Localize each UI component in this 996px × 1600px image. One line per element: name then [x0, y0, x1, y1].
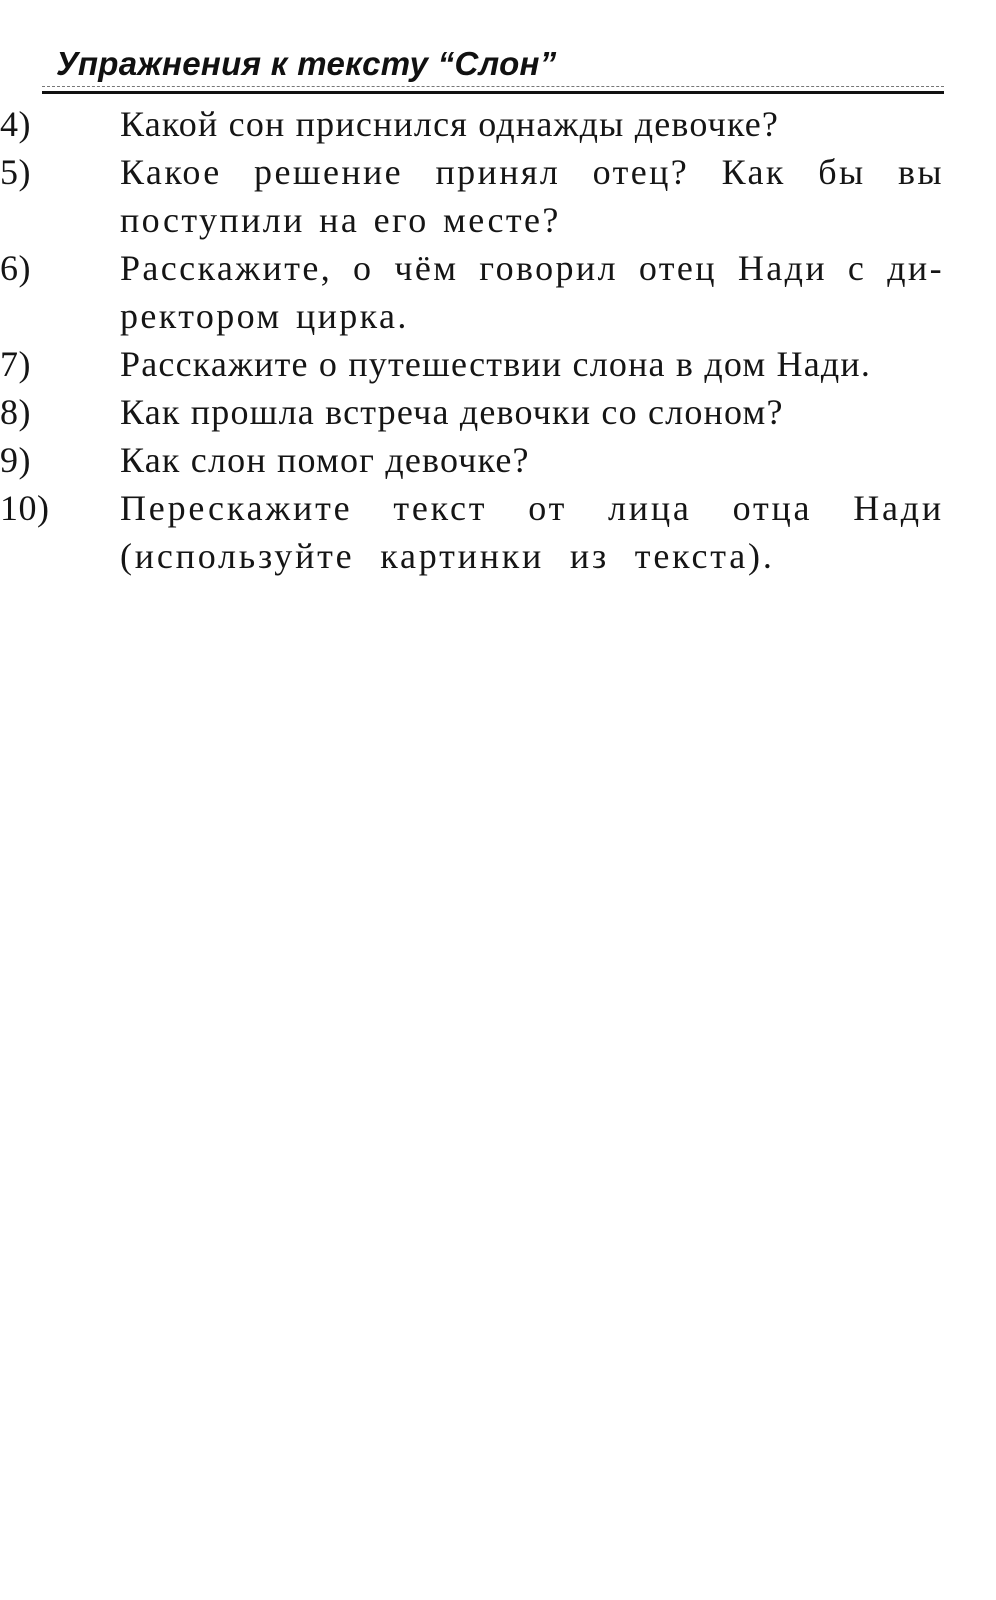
- question-item: [0, 148, 996, 244]
- question-number: 4): [0, 104, 31, 144]
- question-item: [0, 436, 996, 484]
- question-number: 10): [0, 488, 50, 528]
- question-text: Как слон помог девочке?: [120, 440, 530, 480]
- question-text: Расскажите, о чём говорил отец Нади с ди-ректором цирка.: [120, 248, 944, 336]
- question-text: Перескажите текст от лица отца Нади (используйте картинки из текста).: [120, 488, 944, 576]
- question-number: 6): [0, 248, 31, 288]
- question-number: 5): [0, 152, 31, 192]
- question-text: Как прошла встреча девочки со слоном?: [120, 392, 784, 432]
- question-number: 7): [0, 344, 31, 384]
- header-rule-dashed: [42, 86, 944, 87]
- running-header-title: Упражнения к тексту “Слон”: [56, 45, 557, 82]
- question-text: Расскажите о путешествии слона в дом Нади.: [120, 344, 872, 384]
- question-item: [0, 484, 996, 580]
- question-item: [0, 244, 996, 340]
- question-list: [0, 100, 996, 580]
- question-text: Какое решение принял отец? Как бы вы поступили на его месте?: [120, 152, 944, 240]
- question-text: Какой сон приснился однажды девочке?: [120, 104, 780, 144]
- question-number: 9): [0, 440, 31, 480]
- question-number: 8): [0, 392, 31, 432]
- question-item: [0, 100, 996, 148]
- question-item: [0, 340, 996, 388]
- header-rule: [42, 91, 944, 94]
- question-item: [0, 388, 996, 436]
